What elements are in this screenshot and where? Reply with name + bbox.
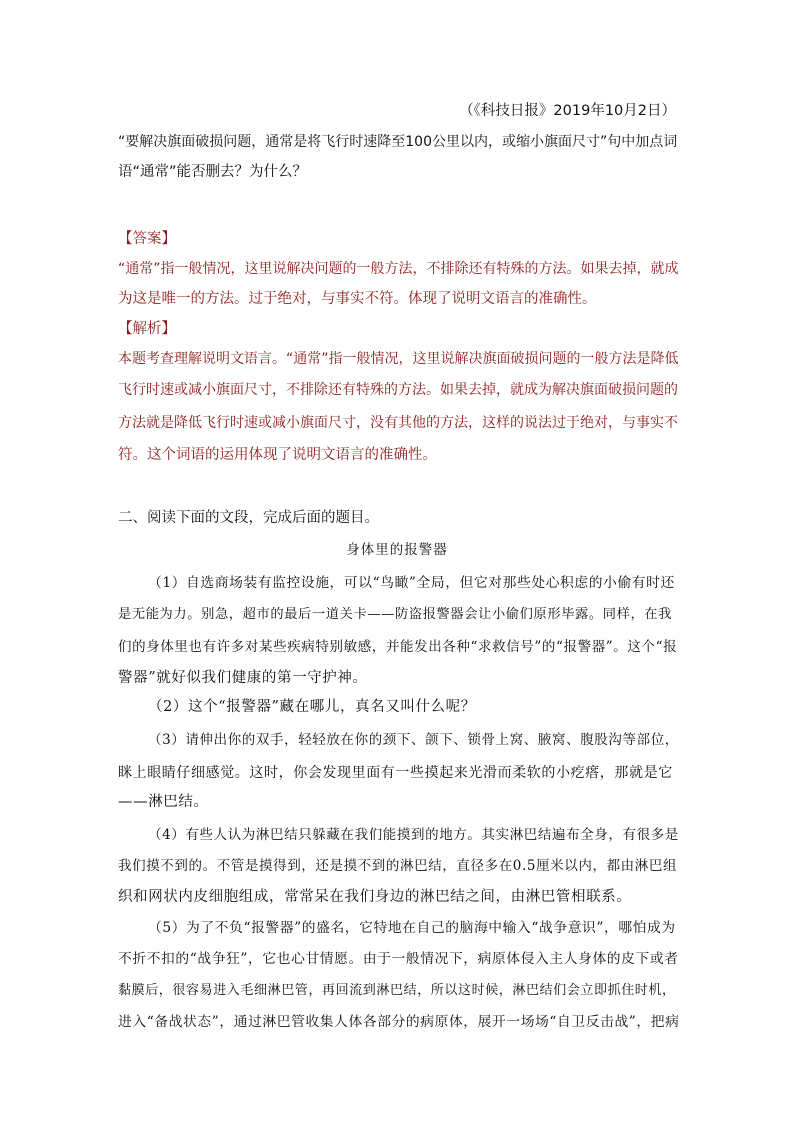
- analysis-line: 飞行时速或减小旗面尺寸，不排除还有特殊的方法。如果去掉，就成为解决旗面破损问题的: [118, 382, 678, 398]
- source-citation: （《科技日报》2019年10月2日）: [459, 103, 676, 119]
- answer-label: 【答案】: [118, 231, 176, 247]
- article-line: 织和网状内皮细胞组成，常常呆在我们身边的淋巴结之间，由淋巴管相联系。: [118, 889, 632, 905]
- article-line: （5）为了不负“报警器”的盛名，它特地在自己的脑海中输入“战争意识”，哪怕成为: [148, 920, 676, 936]
- article-line: （2）这个“报警器”藏在哪儿，真名又叫什么呢？: [148, 699, 476, 715]
- article-line: （1）自选商场装有监控设施，可以“鸟瞰”全局，但它对那些处心积虑的小偷有时还: [148, 575, 675, 591]
- analysis-line: 符。这个词语的运用体现了说明文语言的准确性。: [118, 447, 437, 463]
- article-line: （3）请伸出你的双手，轻轻放在你的颈下、颌下、锁骨上窝、腋窝、腹股沟等部位，: [148, 732, 679, 748]
- article-line: 不折不扣的“战争狂”，它也心甘情愿。由于一般情况下，病原体侵入主人身体的皮下或者: [118, 951, 679, 967]
- answer-line: “通常”指一般情况，这里说解决问题的一般方法，不排除还有特殊的方法。如果去掉，就成: [118, 261, 679, 277]
- article-line: 我们摸不到的。不管是摸得到，还是摸不到的淋巴结，直径多在0.5厘米以内，都由淋巴组: [118, 858, 678, 874]
- answer-line: 为这是唯一的方法。过于绝对，与事实不符。体现了说明文语言的准确性。: [118, 291, 597, 307]
- question-line-1: “要解决旗面破损问题，通常是将飞行时速降至100公里以内，或缩小旗面尺寸”句中加点词: [118, 134, 678, 150]
- article-line: 们的身体里也有许多对某些疾病特别敏感，并能发出各种“求救信号”的“报警器”。这个“报: [118, 639, 678, 655]
- analysis-line: 本题考查理解说明文语言。“通常”指一般情况，这里说解决旗面破损问题的一般方法是降低: [118, 351, 679, 367]
- article-title: 身体里的报警器: [346, 542, 448, 558]
- analysis-label: 【解析】: [118, 321, 176, 337]
- article-line: ——淋巴结。: [118, 794, 209, 810]
- article-line: 眯上眼睛仔细感觉。这时，你会发现里面有一些摸起来光滑而柔软的小疙瘩，那就是它: [118, 765, 673, 781]
- article-line: 警器”就好似我们健康的第一守护神。: [118, 670, 368, 686]
- article-line: 黏膜后，很容易进入毛细淋巴管，再回流到淋巴结，所以这时候，淋巴结们会立即抓住时机，: [118, 983, 676, 998]
- section-heading: 二、阅读下面的文段，完成后面的题目。: [118, 510, 379, 526]
- article-line: 是无能为力。别急，超市的最后一道关卡——防盗报警器会让小偷们原形毕露。同样，在我: [118, 607, 673, 622]
- question-line-2: 语“通常”能否删去？为什么？: [118, 164, 308, 180]
- article-line: 进入“备战状态”，通过淋巴管收集人体各部分的病原体，展开一场场“自卫反击战”，把病: [118, 1014, 680, 1030]
- analysis-line: 方法就是降低飞行时速或减小旗面尺寸，没有其他的方法，这样的说法过于绝对，与事实不: [118, 415, 678, 431]
- article-line: （4）有些人认为淋巴结只躲藏在我们能摸到的地方。其实淋巴结遍布全身，有很多是: [148, 827, 679, 843]
